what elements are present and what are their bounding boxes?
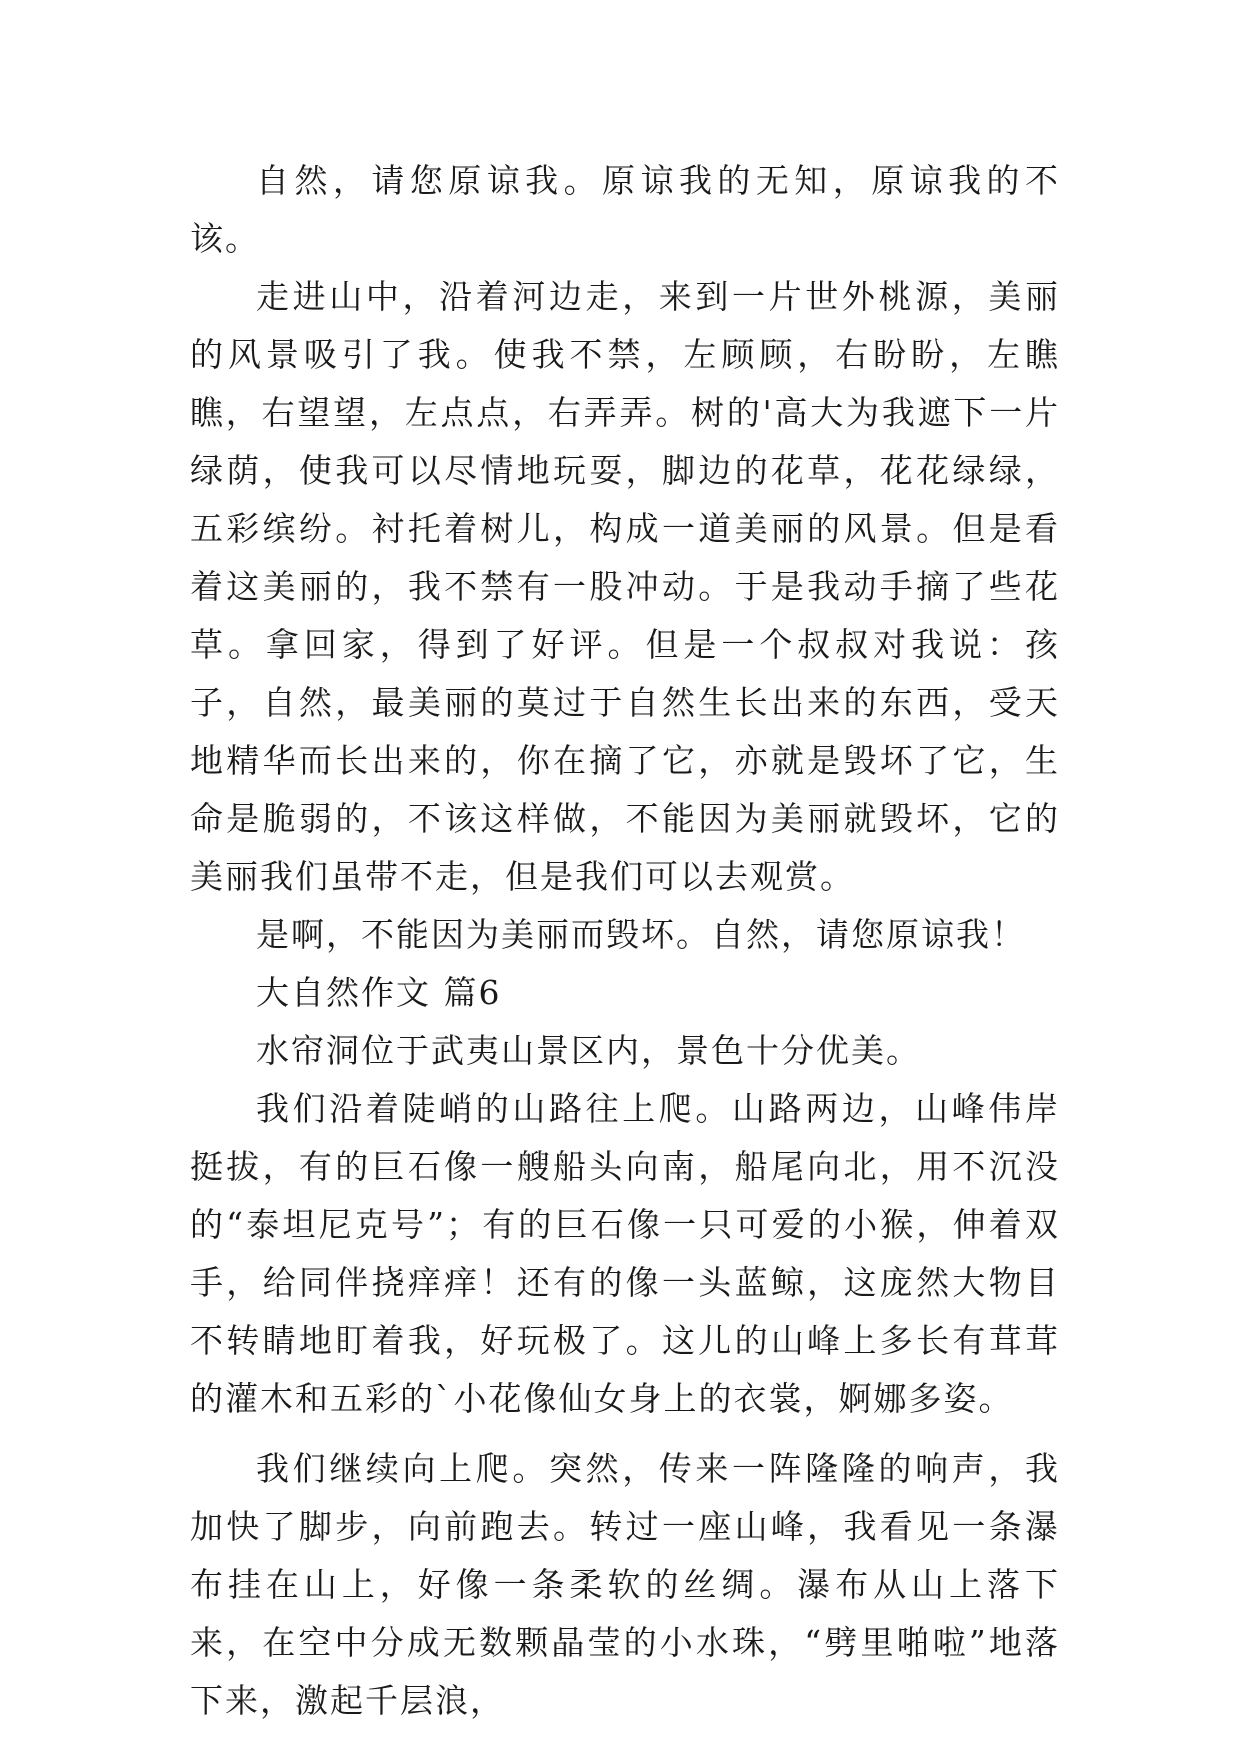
section-heading: 大自然作文 篇6 [256, 973, 502, 1012]
paragraph-conclusion: 是啊，不能因为美丽而毁坏。自然，请您原谅我！ [256, 915, 1026, 954]
article-body [190, 152, 1060, 1730]
paragraph-climbing: 我们沿着陡峭的山路往上爬。山路两边，山峰伟岸挺拔，有的巨石像一艘船头向南，船尾向北，用不沉没的“泰坦尼克号”；有的巨石像一只可爱的小猴，伸着双手，给同伴挠痒痒！还有的像一头蓝鲸，这庞然大物目不转睛地盯着我，好玩极了。这儿的山峰上多长有茸茸的灌木和五彩的`小花像仙女身上的衣裳，婀娜多姿。 [190, 1089, 1060, 1418]
paragraph-water-curtain-cave: 水帘洞位于武夷山景区内，景色十分优美。 [256, 1031, 921, 1070]
paragraph-mountain-walk: 走进山中，沿着河边走，来到一片世外桃源，美丽的风景吸引了我。使我不禁，左顾顾，右盼盼，左瞧瞧，右望望，左点点，右弄弄。树的'高大为我遮下一片绿荫，使我可以尽情地玩耍，脚边的花草，花花绿绿，五彩缤纷。衬托着树儿，构成一道美丽的风景。但是看着这美丽的，我不禁有一股冲动。于是我动手摘了些花草。拿回家，得到了好评。但是一个叔叔对我说：孩子，自然，最美丽的莫过于自然生长出来的东西，受天地精华而长出来的，你在摘了它，亦就是毁坏了它，生命是脆弱的，不该这样做，不能因为美丽就毁坏，它的美丽我们虽带不走，但是我们可以去观赏。 [190, 277, 1060, 896]
paragraph-apology: 自然，请您原谅我。原谅我的无知，原谅我的不该。 [190, 161, 1060, 258]
paragraph-waterfall: 我们继续向上爬。突然，传来一阵隆隆的响声，我加快了脚步，向前跑去。转过一座山峰，我看见一条瀑布挂在山上，好像一条柔软的丝绸。瀑布从山上落下来，在空中分成无数颗晶莹的小水珠，“劈里啪啦”地落下来，激起千层浪， [190, 1449, 1060, 1720]
